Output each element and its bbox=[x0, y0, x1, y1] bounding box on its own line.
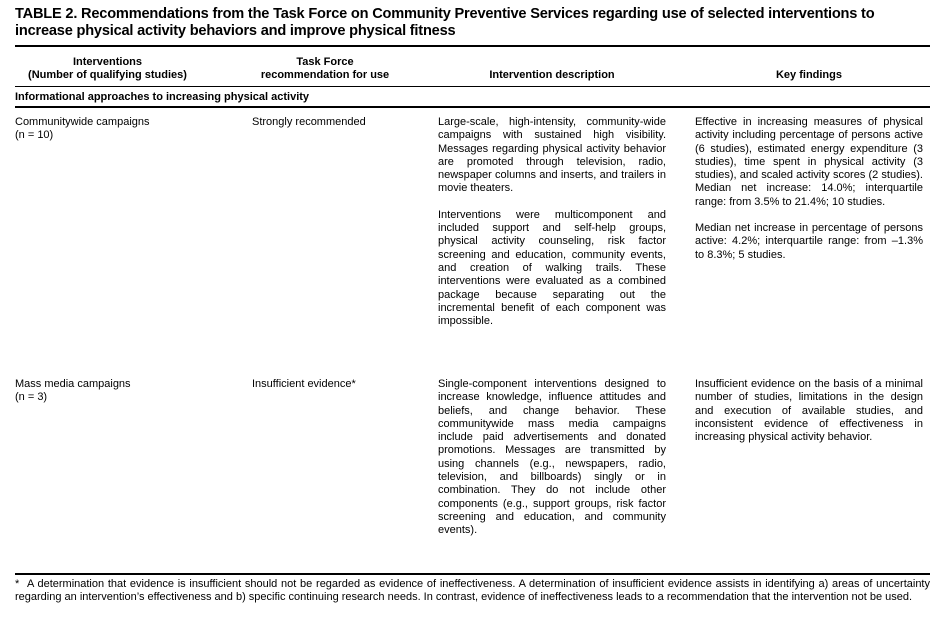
table-row-recommendation: Insufficient evidence* bbox=[252, 378, 356, 390]
table-title: TABLE 2. Recommendations from the Task Force on Community Preventive Services regarding use of selected interventions to increase physical activity behaviors and improve physical fitness bbox=[15, 6, 875, 39]
header-rule bbox=[15, 86, 930, 87]
table-row-intervention: Mass media campaigns (n = 3) bbox=[15, 378, 131, 404]
section-rule bbox=[15, 106, 930, 108]
table-row-findings: Insufficient evidence on the basis of a minimal number of studies, limitations in the design and execution of available studies, and inconsistent evidence of effectiveness in increasing physical activity behavior. bbox=[695, 378, 923, 444]
section-label: Informational approaches to increasing physical activity bbox=[15, 91, 310, 103]
footnote-text: A determination that evidence is insufficient should not be regarded as evidence of ineffectiveness. A determination of insufficient evidence assists in identifying a) areas of uncertainty regarding an intervention’s effectiveness and b) specific continuing research needs. In contrast, evidence of ineffectiveness leads to a recommendation that the intervention not be used. bbox=[15, 578, 930, 604]
table-row-findings: Effective in increasing measures of physical activity including percentage of persons active (6 studies), estimated energy expenditure (3 studies), time spent in physical activity (3 studies), and scaled activity scores (2 studies). Median net increase: 14.0%; interquartile range: from 3.5% to 21.4%; 10 studies. Median net increase in percentage of persons active: 4.2%; interquartile range: from –1.3% to 8.3%; 5 studies. bbox=[695, 116, 923, 261]
table-row-recommendation: Strongly recommended bbox=[252, 116, 366, 128]
title-rule bbox=[15, 45, 930, 47]
header-interventions: Interventions (Number of qualifying studies) bbox=[28, 56, 187, 81]
table-row-description: Single-component interventions designed to increase knowledge, influence attitudes and beliefs, and change behavior. These communitywide mass media campaigns include paid advertisements and donated promotions. Messages are transmitted by using channels (e.g., newspapers, radio, television, and billboards) singly or in combination. They do not include other components (e.g., support groups, risk factor screening and education, and community events). bbox=[438, 378, 666, 537]
footer-rule bbox=[15, 573, 930, 575]
header-recommendation: Task Force recommendation for use bbox=[260, 56, 390, 81]
table-footnote bbox=[15, 578, 930, 605]
header-findings: Key findings bbox=[775, 69, 842, 81]
header-description: Intervention description bbox=[489, 69, 615, 81]
footnote-marker: * bbox=[15, 578, 20, 590]
table-row-description: Large-scale, high-intensity, community-wide campaigns with sustained high visibility. Messages regarding physical activity behavior are promoted through television, radio, newspaper columns and inserts, and trailers in movie theaters. Interventions were multicomponent and included support and self-help groups, physical activity counseling, risk factor screening and education, community events, and creation of walking trails. These interventions were evaluated as a combined package because separating out the incremental benefit of each component was impossible. bbox=[438, 116, 666, 328]
table-row-intervention: Communitywide campaigns (n = 10) bbox=[15, 116, 150, 142]
